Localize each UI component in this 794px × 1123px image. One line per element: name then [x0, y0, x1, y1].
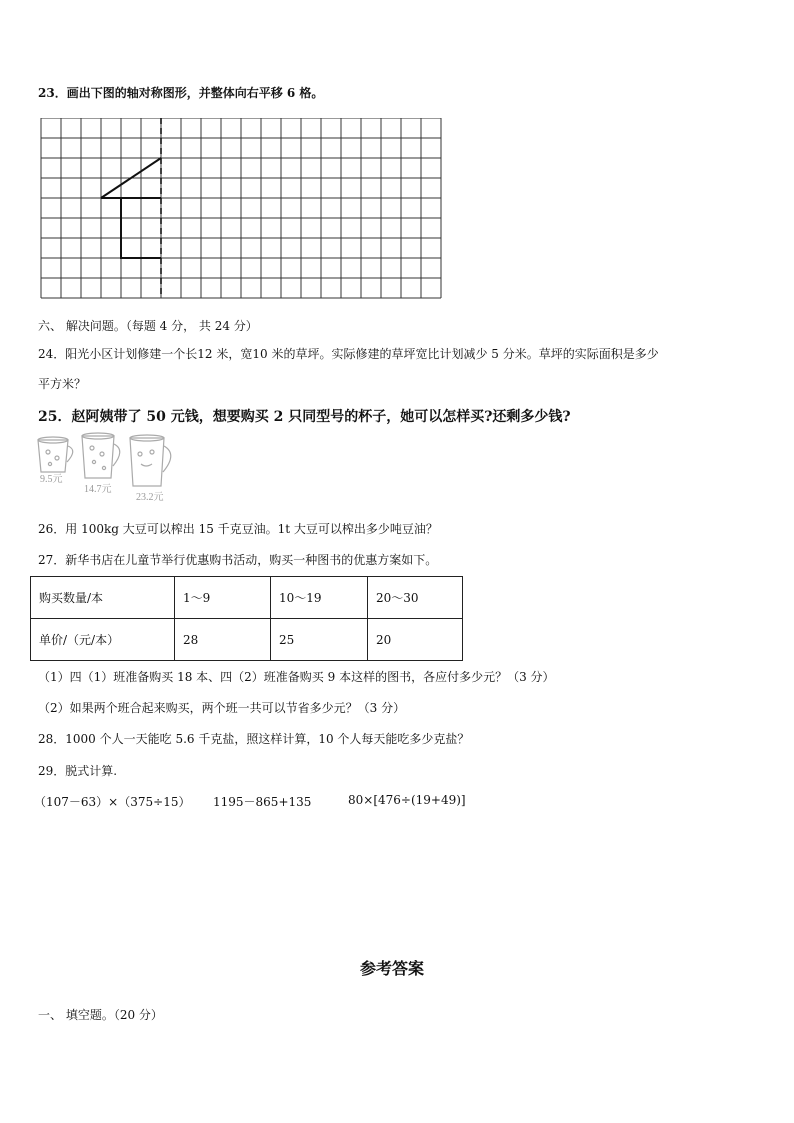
cup-icon: [130, 435, 171, 486]
question-24-line-2: 平方米？: [38, 377, 87, 391]
table-cell: 购买数量/本: [31, 577, 175, 619]
expression-1: （107－63）×（375÷15）: [34, 795, 191, 809]
table-cell: 10～19: [271, 577, 368, 619]
cup-icon: [82, 433, 120, 478]
table-cell: 20: [368, 619, 463, 661]
section-6-heading: 六、 解决问题。（每题 4 分， 共 24 分）: [38, 319, 258, 333]
square-grid: [40, 118, 448, 300]
table-cell: 20～30: [368, 577, 463, 619]
table-cell: 1～9: [175, 577, 271, 619]
question-29: 29．脱式计算.: [38, 764, 118, 778]
expression-3: 80×[476÷(19+49)]: [348, 793, 466, 807]
figure-shape: [101, 158, 161, 258]
table-row: [31, 577, 463, 619]
question-23: 23．画出下图的轴对称图形，并整体向右平移 6 格。: [38, 86, 324, 100]
cup-price-2: 14.7元: [84, 484, 112, 495]
cup-price-1: 9.5元: [40, 474, 63, 485]
table-cell: 28: [175, 619, 271, 661]
table-cell: 单价/（元/本）: [31, 619, 175, 661]
question-27-part-2: （2）如果两个班合起来购买，两个班一共可以节省多少元？（3 分）: [38, 701, 406, 715]
question-26: 26．用 100kg 大豆可以榨出 15 千克豆油。1t 大豆可以榨出多少吨豆油？: [38, 522, 438, 536]
question-27-part-1: （1）四（1）班准备购买 18 本、四（2）班准备购买 9 本这样的图书，各应付多少元？（3 分）: [38, 670, 555, 684]
question-28: 28．1000 个人一天能吃 5.6 千克盐，照这样计算，10 个人每天能吃多少克盐？: [38, 732, 470, 746]
cups-illustration: [34, 432, 184, 504]
table-row: [31, 619, 463, 661]
answers-section-1: 一、 填空题。（20 分）: [38, 1008, 163, 1022]
question-24-line-1: 24．阳光小区计划修建一个长12 米，宽10 米的草坪。实际修建的草坪宽比计划减少 5 分米。草坪的实际面积是多少: [38, 347, 659, 361]
question-27: 27．新华书店在儿童节举行优惠购书活动，购买一种图书的优惠方案如下。: [38, 553, 438, 567]
answers-title: 参考答案: [360, 959, 425, 978]
price-table: [30, 576, 463, 661]
question-25: 25．赵阿姨带了 50 元钱，想要购买 2 只同型号的杯子，她可以怎样买?还剩多少钱?: [38, 409, 571, 425]
cup-price-3: 23.2元: [136, 492, 164, 503]
cup-icon: [38, 437, 73, 472]
table-cell: 25: [271, 619, 368, 661]
expression-2: 1195－865+135: [213, 795, 312, 809]
